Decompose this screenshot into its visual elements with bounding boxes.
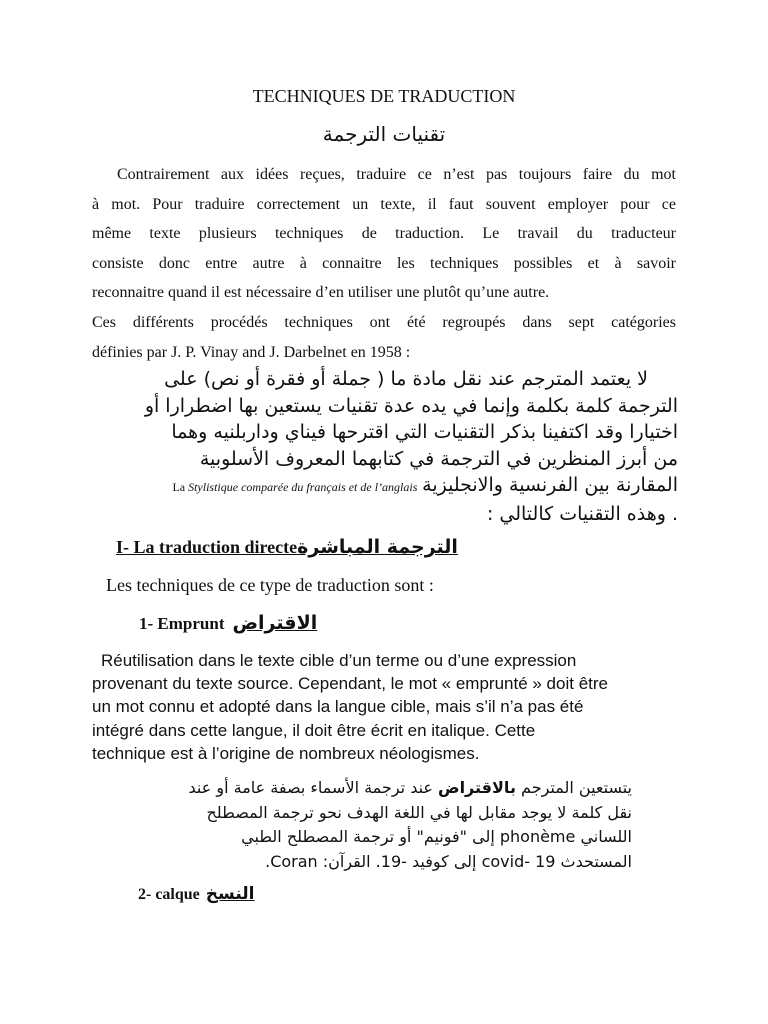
item-1-label-fr: 1- Emprunt (139, 614, 225, 633)
arabic-intro-line-5-text: المقارنة بين الفرنسية والانجليزية (422, 474, 678, 496)
section-1-heading (116, 536, 468, 558)
item-1-description (92, 649, 682, 765)
intro-line-4: consiste donc entre autre à connaitre les techniques possibles et à savoir (92, 254, 676, 272)
item-1-desc-line-2: provenant du texte source. Cependant, le mot « emprunté » doit être (92, 674, 608, 694)
arabic-intro-line-6: . وهذه التقنيات كالتالي : (486, 502, 678, 525)
intro-paragraph (92, 160, 676, 367)
book-reference: La Stylistique comparée du français et de l’anglais (172, 480, 418, 494)
item-1-ar-line-4: المستحدث covid- 19 إلى كوفيد -19. القرآن: Coran. (265, 851, 632, 871)
item-1-desc-line-1: Réutilisation dans le texte cible d’un terme ou d’une expression (101, 651, 577, 670)
item-2-heading (138, 884, 254, 904)
intro-line-2: à mot. Pour traduire correctement un texte, il faut souvent employer pour ce (92, 195, 676, 213)
item-1-heading (139, 612, 327, 634)
techniques-intro: Les techniques de ce type de traduction sont : (106, 575, 434, 595)
arabic-intro-line-1: لا يعتمد المترجم عند نقل مادة ما ( جملة أو فقرة أو نص) على (164, 368, 648, 390)
title-fr: TECHNIQUES DE TRADUCTION (252, 86, 516, 106)
item-2-label-fr: 2- calque (138, 886, 200, 903)
section-1-label-ar: الترجمة المباشرة (297, 536, 458, 558)
intro-line-6: Ces différents procédés techniques ont été regroupés dans sept catégories (92, 313, 676, 331)
item-1-arabic-explanation (100, 776, 632, 874)
intro-line-5: reconnaitre quand il est nécessaire d’en utiliser une plutôt qu’une autre. (92, 284, 550, 302)
section-1-label-fr: I- La traduction directe (116, 537, 298, 557)
arabic-intro-line-4: من أبرز المنظرين في الترجمة في كتابهما المعروف الأسلوبية (199, 447, 678, 470)
item-1-desc-line-3: un mot connu et adopté dans la langue cible, mais s’il n’a pas été (92, 697, 584, 717)
item-1-desc-line-5: technique est à l’origine de nombreux néologismes. (92, 743, 480, 763)
item-1-ar-line-3: اللساني phonème إلى "فونيم" أو ترجمة المصطلح الطبي (241, 827, 632, 846)
item-1-ar-line-2: نقل كلمة لا يوجد مقابل لها في اللغة الهدف نحو ترجمة المصطلح (206, 802, 632, 822)
intro-line-7: définies par J. P. Vinay and J. Darbelnet en 1958 : (92, 343, 411, 361)
arabic-intro-line-3: اختيارا وقد اكتفينا بذكر التقنيات التي اقترحها فيناي وداربلنيه وهما (171, 421, 678, 443)
item-2-label-ar: النسخ (205, 884, 255, 904)
title-ar: تقنيات الترجمة (322, 122, 446, 146)
item-1-desc-line-4: intégré dans cette langue, il doit être écrit en italique. Cette (92, 720, 536, 740)
intro-line-1: Contrairement aux idées reçues, traduire ce n’est pas toujours faire du mot (117, 166, 676, 183)
arabic-intro-paragraph (92, 366, 678, 527)
arabic-intro-line-5 (92, 472, 678, 501)
intro-line-3: même texte plusieurs techniques de traduction. Le travail du traducteur (92, 225, 676, 243)
item-1-ar-line-1: يتستعين المترجم بالاقتراض عند ترجمة الأسماء بصفة عامة أو عند (188, 778, 632, 797)
arabic-intro-line-2: الترجمة كلمة بكلمة وإنما في يده عدة تقنيات يستعين بها اضطرارا أو (144, 394, 678, 417)
item-1-label-ar: الاقتراض (232, 612, 318, 634)
